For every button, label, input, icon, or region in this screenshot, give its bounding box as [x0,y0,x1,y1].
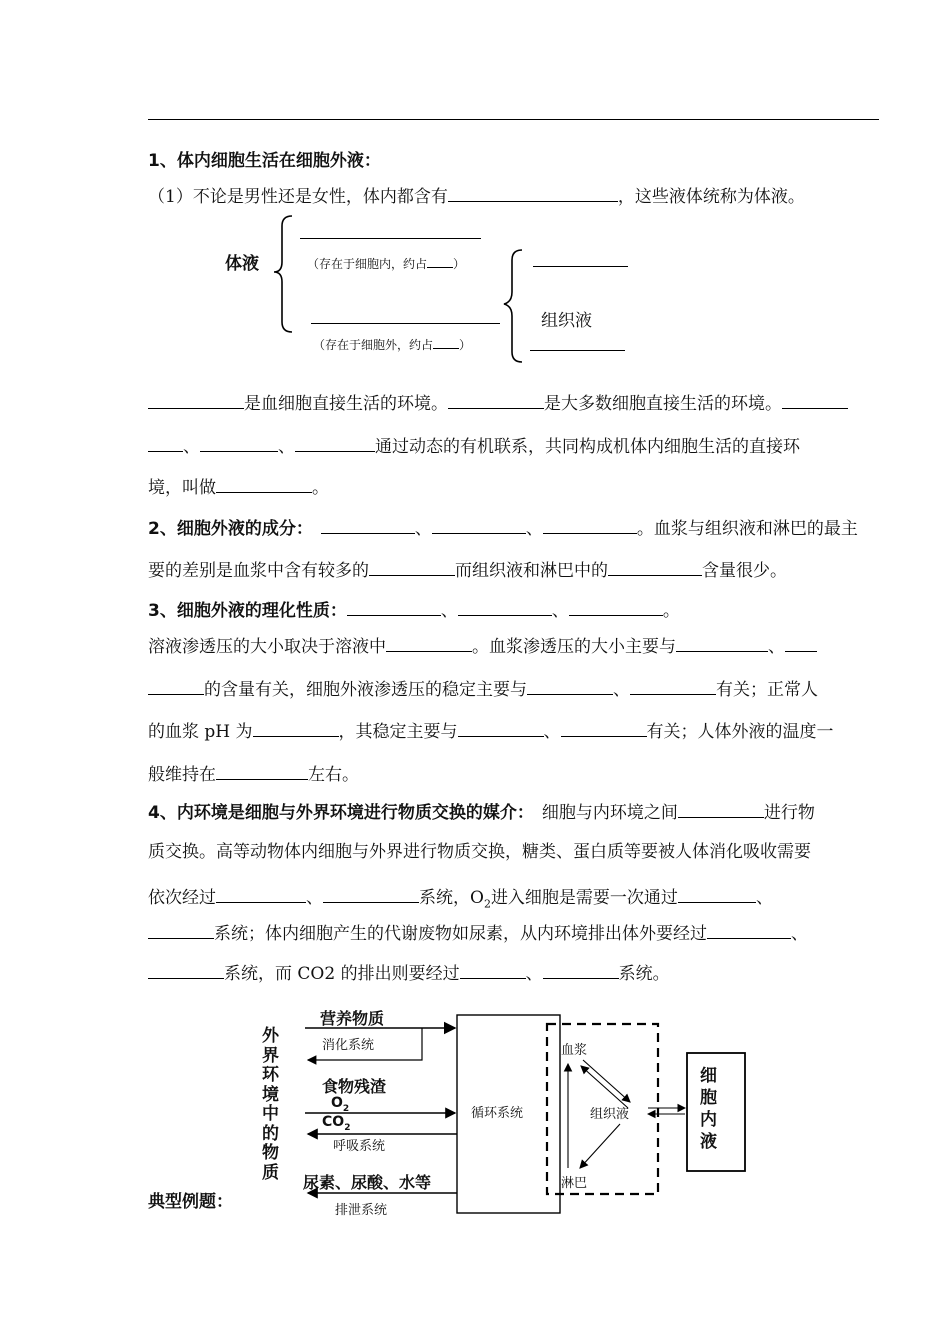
v-char: 质 [262,1162,279,1183]
blank-p1-5[interactable] [295,433,375,452]
section2-line1 [148,515,858,539]
blank-s4-6[interactable] [707,920,791,939]
s3-l4a: 般维持在 [148,765,216,785]
blank-s2-4[interactable] [608,557,702,576]
respiratory-system-label: 呼吸系统 [333,1139,386,1154]
blank-internal-environment[interactable] [216,474,312,493]
blank-s3-4[interactable] [386,633,472,652]
co2-sub: 2 [344,1122,351,1133]
blank-p1-1[interactable] [148,390,244,409]
section3-line2 [148,633,817,657]
o2-text: O [331,1095,343,1111]
intracellular-note-text: （存在于细胞内，约占 [307,257,428,271]
tissue-fluid-diagram-label: 组织液 [590,1107,630,1122]
blank-s3-9[interactable] [458,718,544,737]
blank-s2-2[interactable] [432,515,526,534]
circulatory-system-label: 循环系统 [471,1106,524,1121]
para1-line3 [148,474,329,498]
intracellular-fluid-label [700,1065,720,1153]
s4-l1b: 进行物 [763,803,815,823]
blank-s3-temp[interactable] [216,761,308,780]
sep: 、 [440,601,458,621]
blank-s3-8[interactable] [630,676,716,695]
blank-s3-5[interactable] [676,633,768,652]
blank-lymph[interactable] [530,350,625,351]
sep: 、 [613,680,630,700]
blank-p1-3b[interactable] [148,433,183,452]
blank-s3-10[interactable] [561,718,647,737]
para1-line2 [148,433,800,457]
blank-intracellular-ratio[interactable] [427,255,453,268]
s4-l1a: 细胞与内环境之间 [541,803,678,823]
co2-text: CO [322,1114,345,1130]
section4-line4 [148,920,808,944]
section4-line5 [148,960,670,984]
s3-l2a: 的含量有关，细胞外液渗透压的稳定主要与 [204,680,527,700]
q1-text-a: （1）不论是男性还是女性，体内都含有 [148,187,448,207]
tissue-to-plasma-arrow [581,1066,628,1108]
section3-line1 [148,597,680,621]
s3-l3b: ，其稳定主要与 [338,722,458,742]
note-close-1: ） [453,257,466,271]
v-char: 物 [262,1143,279,1163]
blank-p1-4[interactable] [200,433,278,452]
s2-t4: 含量很少。 [702,561,787,581]
s3-l1b: 。血浆渗透压的大小主要与 [472,637,676,657]
blank-s4-4[interactable] [678,884,756,903]
icf-char: 细 [700,1066,717,1086]
co2-label [322,1114,350,1133]
lymph-label: 淋巴 [561,1176,588,1191]
o2-sub: 2 [342,1103,350,1114]
tissue-to-lymph-arrow [580,1124,620,1168]
extracellular-note [313,336,471,353]
v-char: 环 [262,1065,279,1085]
note-close-2: ） [459,338,472,352]
s2-t1: 。血浆与组织液和淋巴的最主 [636,519,858,539]
icf-char: 液 [700,1132,717,1152]
p1-t3: 、 [183,437,200,457]
blank-s3-6b[interactable] [148,676,204,695]
intracellular-note [307,255,465,272]
left-brace [274,216,292,332]
blank-s2-protein[interactable] [369,557,455,576]
s4-l3a: 依次经过 [148,888,216,908]
s4-l3b: 系统，O [419,888,484,908]
s4-o2-sub: 2 [483,897,491,911]
s4-l5b: 系统。 [618,964,670,984]
plasma-to-tissue-arrow [583,1060,630,1102]
wastes-label: 尿素、尿酸、水等 [303,1173,432,1192]
section1-q1 [148,183,805,207]
v-char: 的 [262,1123,279,1144]
s4-l4a: 系统；体内细胞产生的代谢废物如尿素，从内环境排出体外要经过 [214,924,707,944]
section3-line5 [148,761,359,785]
extracellular-note-text: （存在于细胞外，约占 [313,338,434,352]
s2-t3: 而组织液和淋巴中的 [455,561,608,581]
p1-t4: 、 [278,437,295,457]
section2-heading: 2、细胞外液的成分： [148,519,313,539]
s4-l3c: 进入细胞是需要一次通过 [490,888,678,908]
blank-intracellular-fluid[interactable] [300,238,481,239]
section1-heading: 1、体内细胞生活在细胞外液： [148,151,381,171]
header-rule [148,119,879,120]
s2-t2: 要的差别是血浆中含有较多的 [148,561,369,581]
v-char: 中 [262,1104,279,1124]
sep: 、 [551,601,569,621]
blank-s3-7[interactable] [527,676,613,695]
blank-p1-2[interactable] [448,390,544,409]
tissue-fluid-label: 组织液 [541,311,592,331]
s3-l3c: 有关；人体外液的温度一 [646,722,834,742]
section4-line1 [148,799,815,823]
sep: 、 [543,722,561,742]
blank-s4-8[interactable] [460,960,526,979]
o2-label [331,1095,349,1114]
blank-plasma[interactable] [533,266,628,267]
sep: 、 [755,888,773,908]
blank-s3-ph[interactable] [253,718,339,737]
blank-s3-6a[interactable] [785,633,817,652]
p1-t7: 。 [312,478,329,498]
nutrients-label: 营养物质 [320,1009,385,1028]
para1-line1 [148,390,848,414]
blank-s4-5[interactable] [148,920,214,939]
plasma-label: 血浆 [561,1043,588,1058]
blank-s4-9[interactable] [543,960,619,979]
blank-s3-2[interactable] [458,597,552,616]
food-residue-label: 食物残渣 [322,1077,387,1096]
icf-char: 胞 [700,1088,717,1108]
v-char: 外 [262,1026,279,1046]
excretory-system-label: 排泄系统 [335,1203,388,1218]
sep: 、 [791,924,808,944]
blank-s3-1[interactable] [347,597,441,616]
section4-heading: 4、内环境是细胞与外界环境进行物质交换的媒介： [148,803,534,823]
v-char: 境 [262,1084,279,1105]
examples-heading: 典型例题： [148,1192,233,1212]
blank-s3-3[interactable] [569,597,663,616]
sep: 、 [306,888,323,908]
section4-line2: 质交换。高等动物体内细胞与外界进行物质交换，糖类、蛋白质等要被人体消化吸收需要 [148,842,811,862]
p1-t1: 是血细胞直接生活的环境。 [244,394,448,414]
digestive-system-label: 消化系统 [322,1038,375,1053]
p1-t6: 境，叫做 [148,478,216,498]
section2-line2 [148,557,787,581]
blank-s4-2[interactable] [216,884,306,903]
blank-p1-3a[interactable] [782,390,848,409]
sep: 、 [414,519,432,539]
s3-l4b: 左右。 [308,765,359,785]
blank-s4-7[interactable] [148,960,224,979]
blank-s4-1[interactable] [678,799,764,818]
v-char: 界 [262,1045,279,1066]
blank-extracellular-fluid[interactable] [311,323,500,324]
p1-t2: 是大多数细胞直接生活的环境。 [544,394,782,414]
s4-l5a: 系统，而 CO2 的排出则要经过 [224,964,460,984]
blank-s2-3[interactable] [543,515,637,534]
section3-line4 [148,718,834,742]
sep: 、 [525,519,543,539]
s3-l2b: 有关；正常人 [716,680,818,700]
s3-end: 。 [662,601,680,621]
tree-root-label: 体液 [225,254,259,274]
blank-s2-1[interactable] [321,515,415,534]
section4-line3 [148,884,773,911]
sep: 、 [768,637,785,657]
blank-body-fluid[interactable] [448,183,618,202]
external-environment-vertical [262,1027,280,1183]
section3-line3 [148,676,818,700]
section3-heading: 3、细胞外液的理化性质： [148,601,347,621]
p1-t5: 通过动态的有机联系，共同构成机体内细胞生活的直接环 [375,437,800,457]
q1-text-b: ，这些液体统称为体液。 [617,187,805,207]
blank-s4-3[interactable] [323,884,419,903]
icf-char: 内 [700,1110,717,1130]
s3-l3a: 的血浆 pH 为 [148,722,253,742]
sep: 、 [525,964,543,984]
right-brace [504,250,522,362]
s3-l1a: 溶液渗透压的大小取决于溶液中 [148,637,386,657]
blank-extracellular-ratio[interactable] [433,336,459,349]
